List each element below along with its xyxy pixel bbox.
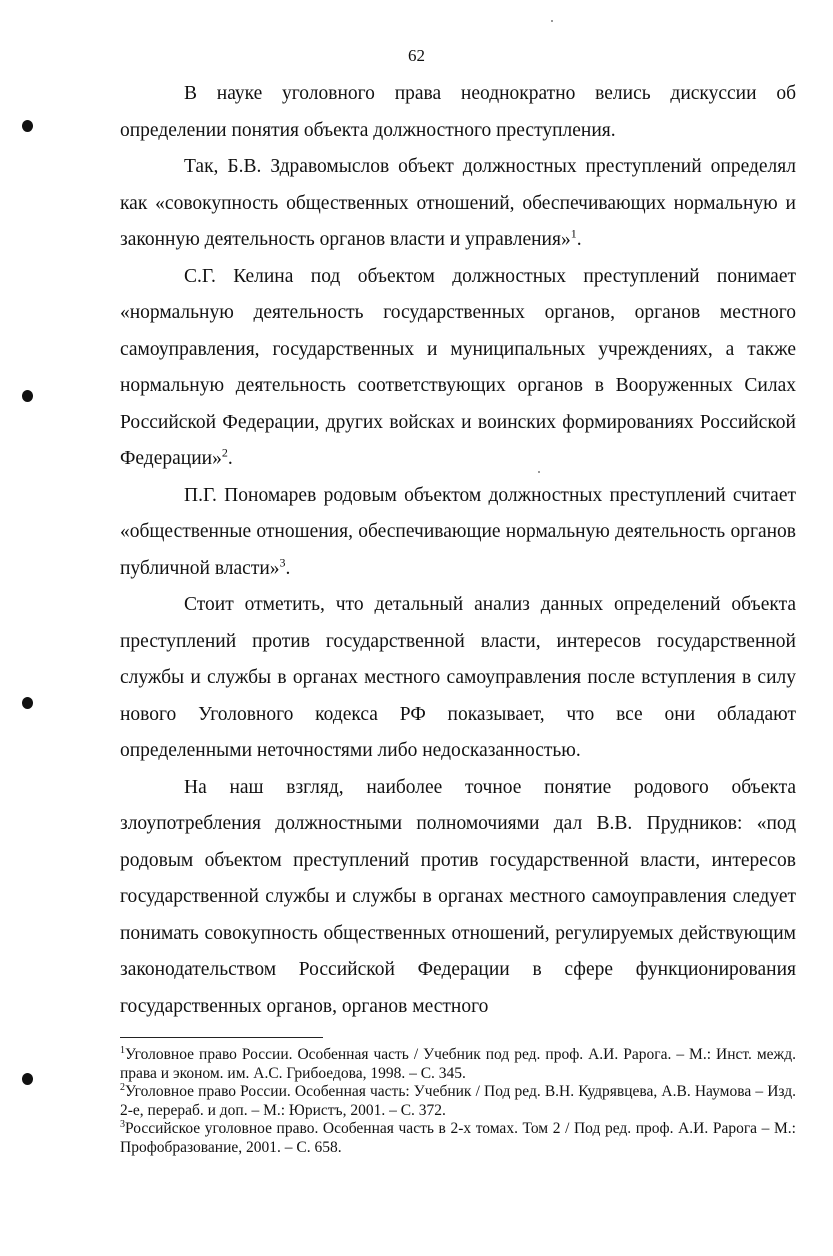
scan-speck (551, 20, 553, 22)
footnote-ref-3: 3 (279, 555, 286, 569)
scan-speck (538, 471, 540, 473)
binding-hole-mark (22, 697, 33, 709)
binding-hole-mark (22, 120, 33, 132)
binding-hole-mark (22, 390, 33, 402)
paragraph-6: На наш взгляд, наиболее точное понятие родового объекта злоупотребления должностными полномочиями дал В.В. Прудников: «под родовым объектом преступлений против государственной власти, интересов государственной службы и службы в органах местного самоуправления следует понимать совокупность общественных отношений, регулируемых действующим законодательством Российской Федерации в сфере функционирования государственных органов, органов местного (120, 776, 796, 1017)
page-number: 62 (408, 46, 425, 65)
binding-hole-mark (22, 1073, 33, 1085)
footnote-1: $^1$Уголовное право России. Особенная часть / Учебник под ред. проф. А.И. Рарога. – М.: Инст. межд. права и эконом. им. А.С. Грибоедова, 1998. – С. 345. (120, 1044, 796, 1082)
footnote-3: $^3$Российское уголовное право. Особенная часть в 2-х томах. Том 2 / Под ред. проф. А.И. Рарога – М.: Профобразование, 2001. – С. 658. (120, 1118, 796, 1156)
paragraph-1: В науке уголовного права неоднократно велись дискуссии об определении понятия объекта должностного преступления. (120, 83, 796, 141)
body-text (120, 76, 796, 1025)
footnote-2: $^2$Уголовное право России. Особенная часть: Учебник / Под ред. В.Н. Кудрявцева, А.В. Наумова – Изд. 2-е, перераб. и доп. – М.: Юристъ, 2001. – С. 372. (120, 1081, 796, 1119)
footnote-ref-2: 2 (221, 445, 228, 460)
paragraph-4: П.Г. Пономарев родовым объектом должностных преступлений считает «общественные отношения, обеспечивающие нормальную деятельность органов публичной власти»$^3$. (120, 484, 796, 579)
paragraph-3: С.Г. Келина под объектом должностных преступлений понимает «нормальную деятельность государственных органов, органов местного самоуправления, государственных и муниципальных учреждениях, а также нормальную деятельность соответствующих органов в Вооруженных Силах Российской Федерации, других войсках и воинских формированиях Российской Федерации»$^2$. (120, 265, 796, 469)
footnotes (120, 1046, 796, 1157)
paragraph-2: Так, Б.В. Здравомыслов объект должностных преступлений определял как «совокупность общественных отношений, обеспечивающих нормальную и законную деятельность органов власти и управления»$^1$. (120, 156, 796, 250)
paragraph-5: Стоит отметить, что детальный анализ данных определений объекта преступлений против государственной власти, интересов государственной службы и службы в органах местного самоуправления после вступления в силу нового Уголовного кодекса РФ показывает, что все они обладают определенными неточностями либо недосказанностью. (120, 594, 796, 761)
footnote-separator (120, 1037, 323, 1038)
footnote-ref-1: 1 (570, 226, 577, 241)
